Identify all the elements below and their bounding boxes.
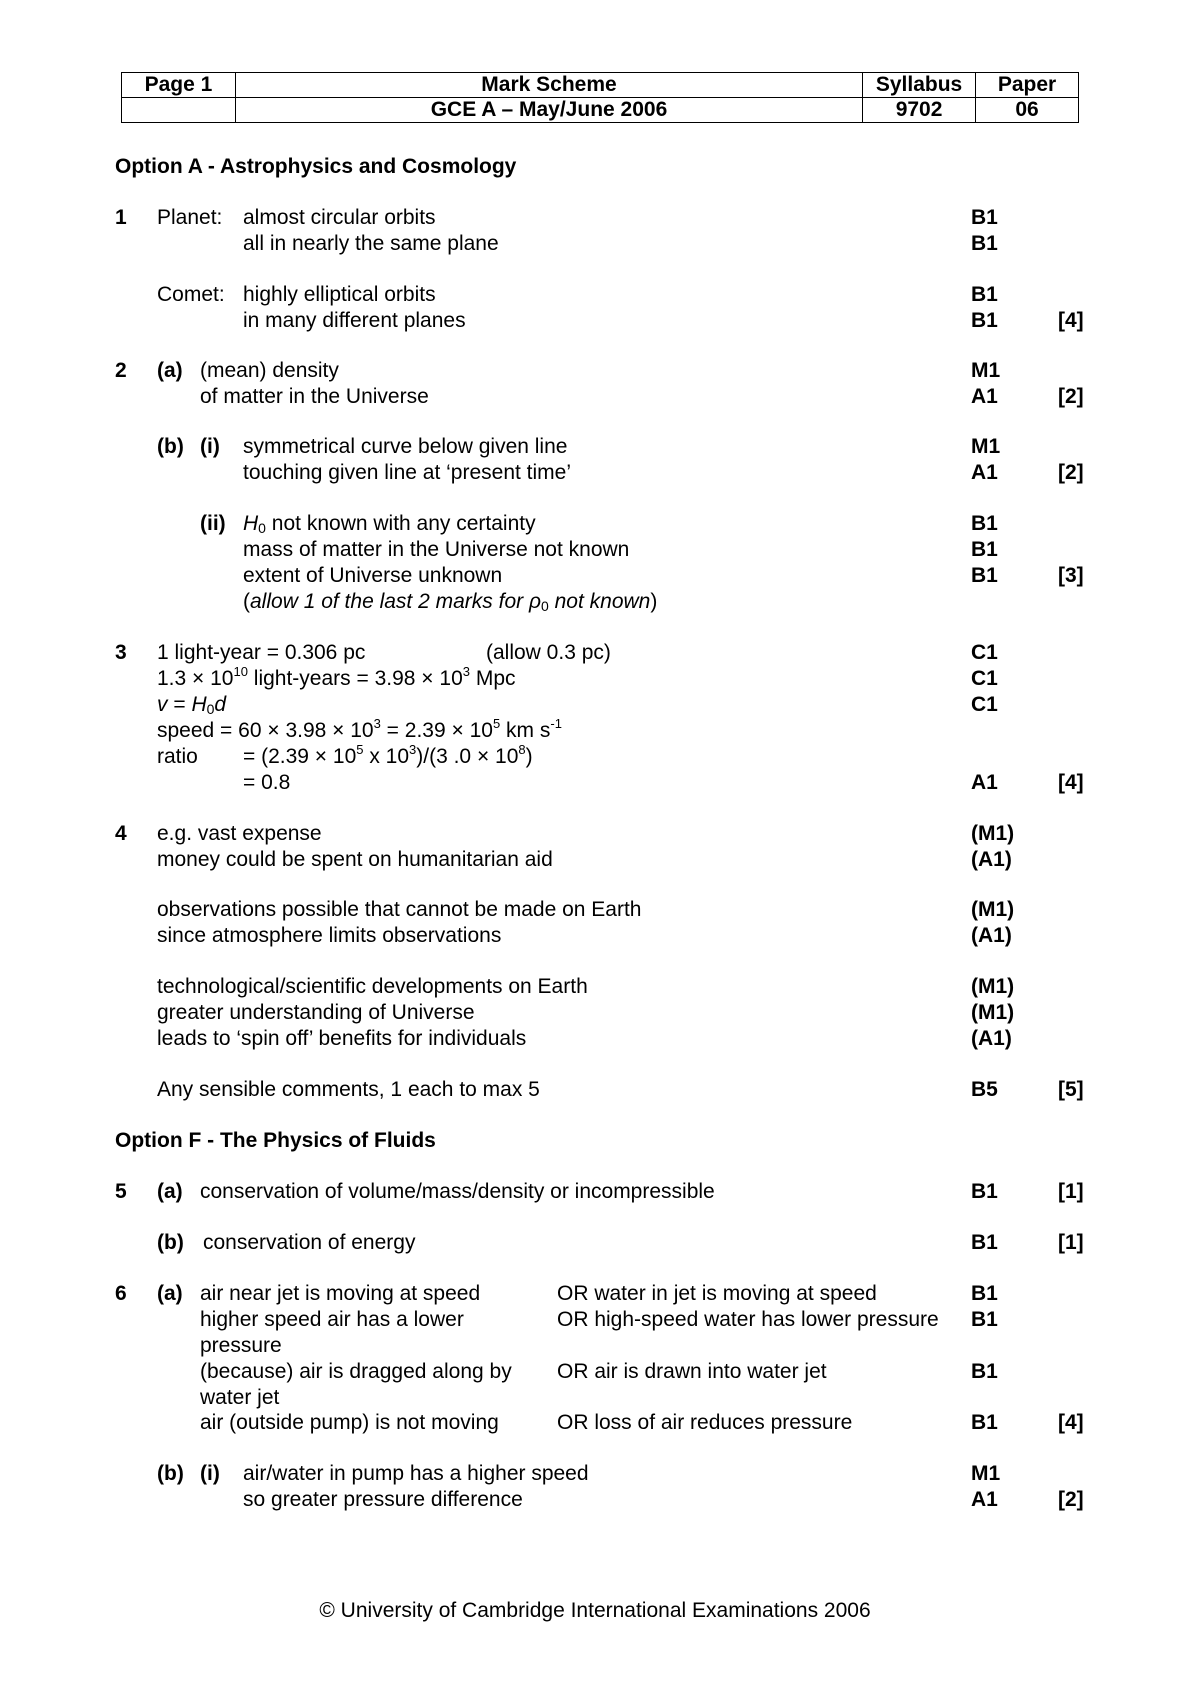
eq-part: light-years = 3.98 × 10 xyxy=(247,667,463,690)
mark: B1 xyxy=(971,1282,998,1305)
mark: B1 xyxy=(971,283,998,306)
velocity-symbol: v xyxy=(157,693,168,716)
answer-line: highly elliptical orbits xyxy=(243,283,436,306)
alternative-answer: OR loss of air reduces pressure xyxy=(557,1411,853,1434)
answer-line: air/water in pump has a higher speed xyxy=(243,1462,589,1485)
subpart-label: (i) xyxy=(200,1462,220,1485)
answer-line: air near jet is moving at speed xyxy=(200,1282,481,1305)
answer-line: water jet xyxy=(200,1386,280,1409)
mark: (M1) xyxy=(971,822,1015,845)
mark: A1 xyxy=(971,461,998,484)
question-number: 2 xyxy=(115,359,127,382)
eq-part: = (2.39 × 10 xyxy=(243,745,357,768)
total-marks: [2] xyxy=(1058,461,1084,484)
subpart-label: (i) xyxy=(200,435,220,458)
mark: B1 xyxy=(971,1180,998,1203)
answer-line: = 0.8 xyxy=(243,771,291,794)
allowance-note xyxy=(243,589,657,615)
answer-line: since atmosphere limits observations xyxy=(157,924,502,947)
mark: (A1) xyxy=(971,924,1012,947)
copyright-footer: © University of Cambridge International Examinations 2006 xyxy=(319,1599,871,1622)
answer-line: of matter in the Universe xyxy=(200,385,429,408)
alternative-answer: OR air is drawn into water jet xyxy=(557,1360,827,1383)
eq-part: 1.3 × 10 xyxy=(157,667,234,690)
answer-line: higher speed air has a lower xyxy=(200,1308,464,1331)
answer-line xyxy=(157,718,562,744)
total-marks: [5] xyxy=(1058,1078,1084,1101)
eq-part: )/(3 .0 × 10 xyxy=(416,745,519,768)
answer-line: almost circular orbits xyxy=(243,206,436,229)
answer-line: touching given line at ‘present time’ xyxy=(243,461,572,484)
part-label: (b) xyxy=(157,1231,184,1254)
eq-part: speed = 60 × 3.98 × 10 xyxy=(157,719,374,742)
superscript: 10 xyxy=(233,664,248,679)
mark: (M1) xyxy=(971,975,1015,998)
distance-symbol: d xyxy=(214,693,227,716)
hubble-constant-symbol: H xyxy=(191,693,207,716)
eq-part: = 2.39 × 10 xyxy=(380,719,493,742)
paren: ( xyxy=(243,590,250,613)
comet-label: Comet: xyxy=(157,283,225,306)
subscript: 0 xyxy=(258,520,266,536)
mark: A1 xyxy=(971,385,998,408)
option-f-heading: Option F - The Physics of Fluids xyxy=(115,1129,436,1152)
mark: B1 xyxy=(971,309,998,332)
mark: (A1) xyxy=(971,1027,1012,1050)
answer-line xyxy=(157,692,226,718)
answer-line xyxy=(243,744,533,770)
part-label: (a) xyxy=(157,1282,183,1305)
part-label: (a) xyxy=(157,1180,183,1203)
question-number: 3 xyxy=(115,641,127,664)
alternative-answer: OR high-speed water has lower pressure xyxy=(557,1308,939,1331)
total-marks: [4] xyxy=(1058,771,1084,794)
subpart-label: (ii) xyxy=(200,512,226,535)
superscript: -1 xyxy=(550,716,562,731)
ratio-label: ratio xyxy=(157,745,198,768)
answer-line: so greater pressure difference xyxy=(243,1488,523,1511)
question-number: 6 xyxy=(115,1282,127,1305)
question-number: 5 xyxy=(115,1180,127,1203)
mark: (A1) xyxy=(971,848,1012,871)
syllabus-code: 9702 xyxy=(863,98,976,123)
answer-line: symmetrical curve below given line xyxy=(243,435,568,458)
mark: B1 xyxy=(971,512,998,535)
total-marks: [4] xyxy=(1058,309,1084,332)
answer-line: leads to ‘spin off’ benefits for individuals xyxy=(157,1027,527,1050)
mark: C1 xyxy=(971,667,998,690)
superscript: 5 xyxy=(356,742,364,757)
note-text: not known xyxy=(548,590,651,613)
mark: M1 xyxy=(971,435,1001,458)
answer-line: (because) air is dragged along by xyxy=(200,1360,512,1383)
answer-line: extent of Universe unknown xyxy=(243,564,503,587)
paren: ) xyxy=(650,590,658,613)
mark: B1 xyxy=(971,1231,998,1254)
header-empty-cell xyxy=(122,98,236,123)
subscript: 0 xyxy=(540,598,549,614)
part-label: (b) xyxy=(157,435,184,458)
answer-line: all in nearly the same plane xyxy=(243,232,499,255)
answer-line xyxy=(157,666,516,692)
question-number: 4 xyxy=(115,822,127,845)
mark: M1 xyxy=(971,1462,1001,1485)
mark: B1 xyxy=(971,1411,998,1434)
alternative-answer: OR water in jet is moving at speed xyxy=(557,1282,877,1305)
total-marks: [2] xyxy=(1058,1488,1084,1511)
paper-label: Paper xyxy=(976,73,1079,98)
mark: B1 xyxy=(971,538,998,561)
superscript: 3 xyxy=(462,664,470,679)
mark: B1 xyxy=(971,206,998,229)
header-title: Mark Scheme xyxy=(235,73,862,98)
total-marks: [3] xyxy=(1058,564,1084,587)
answer-text: not known with any certainty xyxy=(265,512,536,535)
mark: B1 xyxy=(971,1308,998,1331)
answer-line: Any sensible comments, 1 each to max 5 xyxy=(157,1078,540,1101)
option-a-heading: Option A - Astrophysics and Cosmology xyxy=(115,155,517,178)
answer-line: pressure xyxy=(200,1334,282,1357)
mark: A1 xyxy=(971,771,998,794)
eq-part: ) xyxy=(525,745,533,768)
question-number: 1 xyxy=(115,206,127,229)
eq-part: = xyxy=(167,693,192,716)
answer-line: conservation of energy xyxy=(203,1231,416,1254)
mark: B1 xyxy=(971,232,998,255)
answer-line: technological/scientific developments on Earth xyxy=(157,975,588,998)
mark: (M1) xyxy=(971,1001,1015,1024)
answer-line: greater understanding of Universe xyxy=(157,1001,475,1024)
subscript: 0 xyxy=(206,701,215,717)
paper-code: 06 xyxy=(976,98,1079,123)
answer-line: money could be spent on humanitarian aid xyxy=(157,848,553,871)
superscript: 8 xyxy=(518,742,526,757)
answer-line: (mean) density xyxy=(200,359,339,382)
planet-label: Planet: xyxy=(157,206,223,229)
mark: B5 xyxy=(971,1078,998,1101)
eq-part: Mpc xyxy=(470,667,516,690)
part-label: (b) xyxy=(157,1462,184,1485)
eq-part: x 10 xyxy=(363,745,410,768)
answer-line: 1 light-year = 0.306 pc xyxy=(157,641,366,664)
mark: B1 xyxy=(971,1360,998,1383)
answer-line: conservation of volume/mass/density or incompressible xyxy=(200,1180,715,1203)
hubble-constant-symbol: H xyxy=(243,512,259,535)
note-text: allow 1 of the last 2 marks for xyxy=(250,590,529,613)
answer-line: in many different planes xyxy=(243,309,466,332)
header-table xyxy=(121,72,1079,123)
page-label: Page 1 xyxy=(122,73,236,98)
answer-line: e.g. vast expense xyxy=(157,822,322,845)
allowance-note: (allow 0.3 pc) xyxy=(486,641,611,664)
total-marks: [1] xyxy=(1058,1231,1084,1254)
part-label: (a) xyxy=(157,359,183,382)
rho-symbol: ρ xyxy=(528,590,541,613)
total-marks: [2] xyxy=(1058,385,1084,408)
answer-line: air (outside pump) is not moving xyxy=(200,1411,499,1434)
mark: B1 xyxy=(971,564,998,587)
syllabus-label: Syllabus xyxy=(863,73,976,98)
mark: (M1) xyxy=(971,898,1015,921)
answer-line: observations possible that cannot be made on Earth xyxy=(157,898,642,921)
mark: C1 xyxy=(971,693,998,716)
header-subtitle: GCE A – May/June 2006 xyxy=(235,98,862,123)
superscript: 3 xyxy=(409,742,417,757)
total-marks: [4] xyxy=(1058,1411,1084,1434)
mark: A1 xyxy=(971,1488,998,1511)
answer-line: mass of matter in the Universe not known xyxy=(243,538,630,561)
superscript: 5 xyxy=(492,716,501,731)
mark: C1 xyxy=(971,641,998,664)
answer-line xyxy=(243,511,536,537)
superscript: 3 xyxy=(373,716,381,731)
eq-part: km s xyxy=(500,719,551,742)
total-marks: [1] xyxy=(1058,1180,1084,1203)
mark: M1 xyxy=(971,359,1001,382)
